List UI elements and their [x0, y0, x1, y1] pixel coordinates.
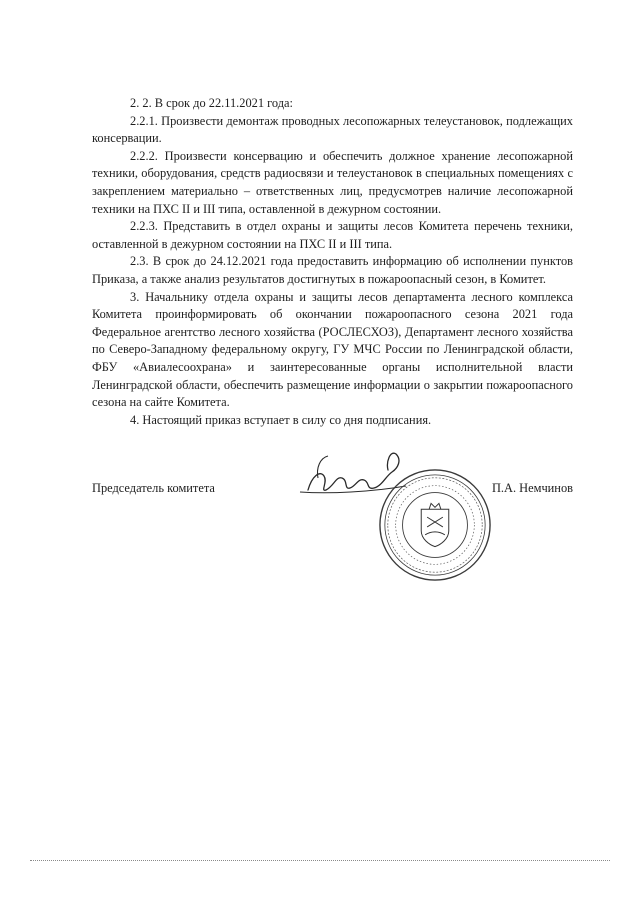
- signature-row: [92, 481, 573, 501]
- paragraph-2-2-3: 2.2.3. Представить в отдел охраны и защиты лесов Комитета перечень техники, оставленной в дежурном состоянии на ПХС II и III типа.: [92, 219, 573, 251]
- coat-of-arms-icon: [421, 503, 449, 546]
- paragraph-2-2: 2. 2. В срок до 22.11.2021 года:: [130, 96, 294, 110]
- paragraph-2-2-2: 2.2.2. Произвести консервацию и обеспечить должное хранение лесопожарной техники, оборудования, средств радиосвязи и телеустановок в специальных помещениях с закреплением материально – ответственных лиц, предусмотрев наличие лесопожарной техники на ПХС II и III типа, оставленной в дежурном состоянии.: [92, 148, 573, 216]
- paragraph-2-3: 2.3. В срок до 24.12.2021 года предоставить информацию об исполнении пунктов Приказа, а также анализ результатов достигнутых в пожароопасный сезон, в Комитет.: [92, 254, 573, 286]
- signatory-position: Председатель комитета: [92, 481, 215, 495]
- document-body: [92, 95, 573, 429]
- bottom-dotted-rule: [30, 860, 610, 861]
- signatory-name: П.А. Немчинов: [491, 481, 573, 495]
- official-seal: [376, 466, 494, 584]
- paragraph-4: 4. Настоящий приказ вступает в силу со дня подписания.: [130, 412, 432, 427]
- paragraph-3: 3. Начальнику отдела охраны и защиты лесов департамента лесного комплекса Комитета проинформировать об окончании пожароопасного сезона 2021 года Федеральное агентство лесного хозяйства (РОСЛЕСХОЗ), Департамент лесного хозяйства по Северо-Западному федеральному округу, ГУ МЧС России по Ленинградской области, ФБУ «Авиалесоохрана» и заинтересованные органы исполнительной власти Ленинградской области, обеспечить размещение информации о закрытии пожароопасного сезона на сайте Комитета.: [92, 289, 573, 410]
- paragraph-2-2-1: 2.2.1. Произвести демонтаж проводных лесопожарных телеустановок, подлежащих консервации.: [92, 113, 573, 146]
